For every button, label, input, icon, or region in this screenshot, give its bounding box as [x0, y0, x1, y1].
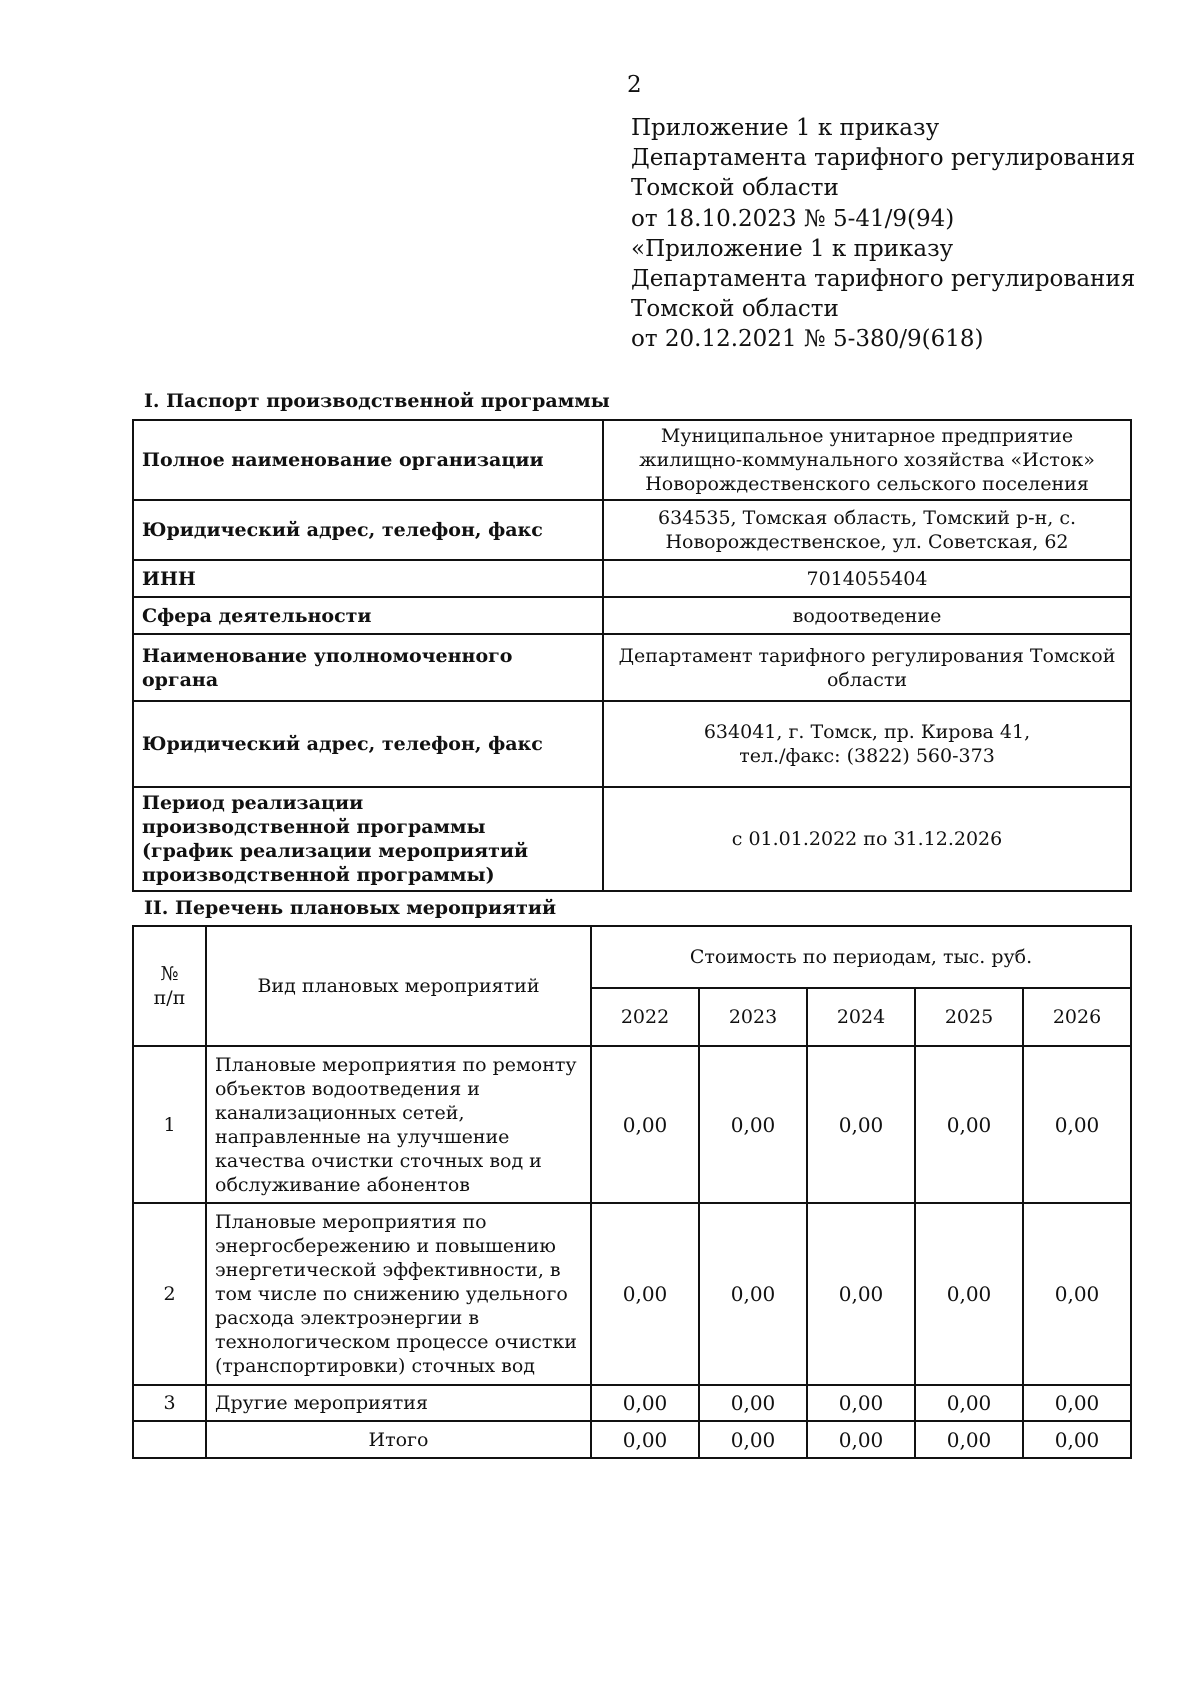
table-row — [133, 1203, 1131, 1385]
table-row — [133, 420, 1131, 500]
annex-line: Департамента тарифного регулирования — [631, 266, 1136, 293]
cost-value: 0,00 — [591, 1203, 699, 1385]
passport-value: Муниципальное унитарное предприятие жилищно-коммунального хозяйства «Исток» Новорождественского сельского поселения — [603, 420, 1131, 500]
cost-value: 0,00 — [915, 1046, 1023, 1203]
annex-line: от 20.12.2021 № 5-380/9(618) — [631, 326, 984, 353]
cost-value: 0,00 — [591, 1385, 699, 1421]
table-header-row — [133, 926, 1131, 988]
annex-line: Томской области — [631, 175, 839, 202]
col-number-header: № п/п — [133, 926, 206, 1046]
cost-value: 0,00 — [1023, 1046, 1131, 1203]
cost-value: 0,00 — [1023, 1385, 1131, 1421]
cost-value: 0,00 — [1023, 1203, 1131, 1385]
passport-table — [132, 419, 1132, 892]
total-value: 0,00 — [1023, 1421, 1131, 1458]
cost-value: 0,00 — [807, 1385, 915, 1421]
year-header: 2025 — [915, 988, 1023, 1046]
measure-name: Плановые мероприятия по энергосбережению и повышению энергетической эффективности, в том числе по снижению удельного расхода электроэнергии в технологическом процессе очистки (транспортировки) сточных вод — [206, 1203, 591, 1385]
table-row — [133, 597, 1131, 634]
total-value: 0,00 — [915, 1421, 1023, 1458]
passport-value: водоотведение — [603, 597, 1131, 634]
measure-name: Плановые мероприятия по ремонту объектов водоотведения и канализационных сетей, направленные на улучшение качества очистки сточных вод и обслуживание абонентов — [206, 1046, 591, 1203]
annex-line: «Приложение 1 к приказу — [631, 235, 954, 262]
total-value: 0,00 — [591, 1421, 699, 1458]
passport-value: 7014055404 — [603, 560, 1131, 597]
passport-value: с 01.01.2022 по 31.12.2026 — [603, 787, 1131, 891]
table-row — [133, 701, 1131, 787]
col-cost-header: Стоимость по периодам, тыс. руб. — [591, 926, 1131, 988]
table-row — [133, 634, 1131, 701]
cost-value: 0,00 — [699, 1046, 807, 1203]
annex-line: от 18.10.2023 № 5-41/9(94) — [631, 205, 955, 232]
table-row — [133, 1385, 1131, 1421]
passport-label: Период реализации производственной программы (график реализации мероприятий производственной программы) — [133, 787, 603, 891]
year-header: 2022 — [591, 988, 699, 1046]
total-value: 0,00 — [699, 1421, 807, 1458]
address-line: 634041, г. Томск, пр. Кирова 41, — [703, 721, 1031, 743]
section-title-passport: I. Паспорт производственной программы — [144, 390, 610, 412]
passport-value: 634535, Томская область, Томский р-н, с. Новорождественское, ул. Советская, 62 — [603, 500, 1131, 560]
row-number: 1 — [133, 1046, 206, 1203]
passport-label: Юридический адрес, телефон, факс — [133, 701, 603, 787]
year-header: 2023 — [699, 988, 807, 1046]
passport-label: Полное наименование организации — [133, 420, 603, 500]
col-name-header: Вид плановых мероприятий — [206, 926, 591, 1046]
passport-label: Сфера деятельности — [133, 597, 603, 634]
cost-value: 0,00 — [591, 1046, 699, 1203]
row-number: 3 — [133, 1385, 206, 1421]
measure-name: Другие мероприятия — [206, 1385, 591, 1421]
cost-value: 0,00 — [915, 1385, 1023, 1421]
measures-table — [132, 925, 1132, 1459]
row-number: 2 — [133, 1203, 206, 1385]
year-header: 2024 — [807, 988, 915, 1046]
annex-line: Томской области — [631, 296, 839, 323]
cost-value: 0,00 — [915, 1203, 1023, 1385]
annex-header — [631, 113, 1135, 355]
total-label: Итого — [206, 1421, 591, 1458]
total-value: 0,00 — [807, 1421, 915, 1458]
table-row — [133, 560, 1131, 597]
annex-line: Департамента тарифного регулирования — [631, 145, 1136, 172]
page-number: 2 — [627, 72, 642, 98]
table-row — [133, 500, 1131, 560]
annex-line: Приложение 1 к приказу — [631, 115, 940, 141]
row-number-empty — [133, 1421, 206, 1458]
passport-value: Департамент тарифного регулирования Томской области — [603, 634, 1131, 701]
table-row — [133, 1046, 1131, 1203]
cost-value: 0,00 — [807, 1203, 915, 1385]
passport-value — [603, 701, 1131, 787]
phone-line: тел./факс: (3822) 560-373 — [739, 745, 995, 767]
table-row — [133, 787, 1131, 891]
table-total-row — [133, 1421, 1131, 1458]
cost-value: 0,00 — [699, 1203, 807, 1385]
cost-value: 0,00 — [699, 1385, 807, 1421]
passport-label: ИНН — [133, 560, 603, 597]
passport-label: Наименование уполномоченного органа — [133, 634, 603, 701]
section-title-measures: II. Перечень плановых мероприятий — [144, 897, 557, 919]
year-header: 2026 — [1023, 988, 1131, 1046]
passport-label: Юридический адрес, телефон, факс — [133, 500, 603, 560]
cost-value: 0,00 — [807, 1046, 915, 1203]
